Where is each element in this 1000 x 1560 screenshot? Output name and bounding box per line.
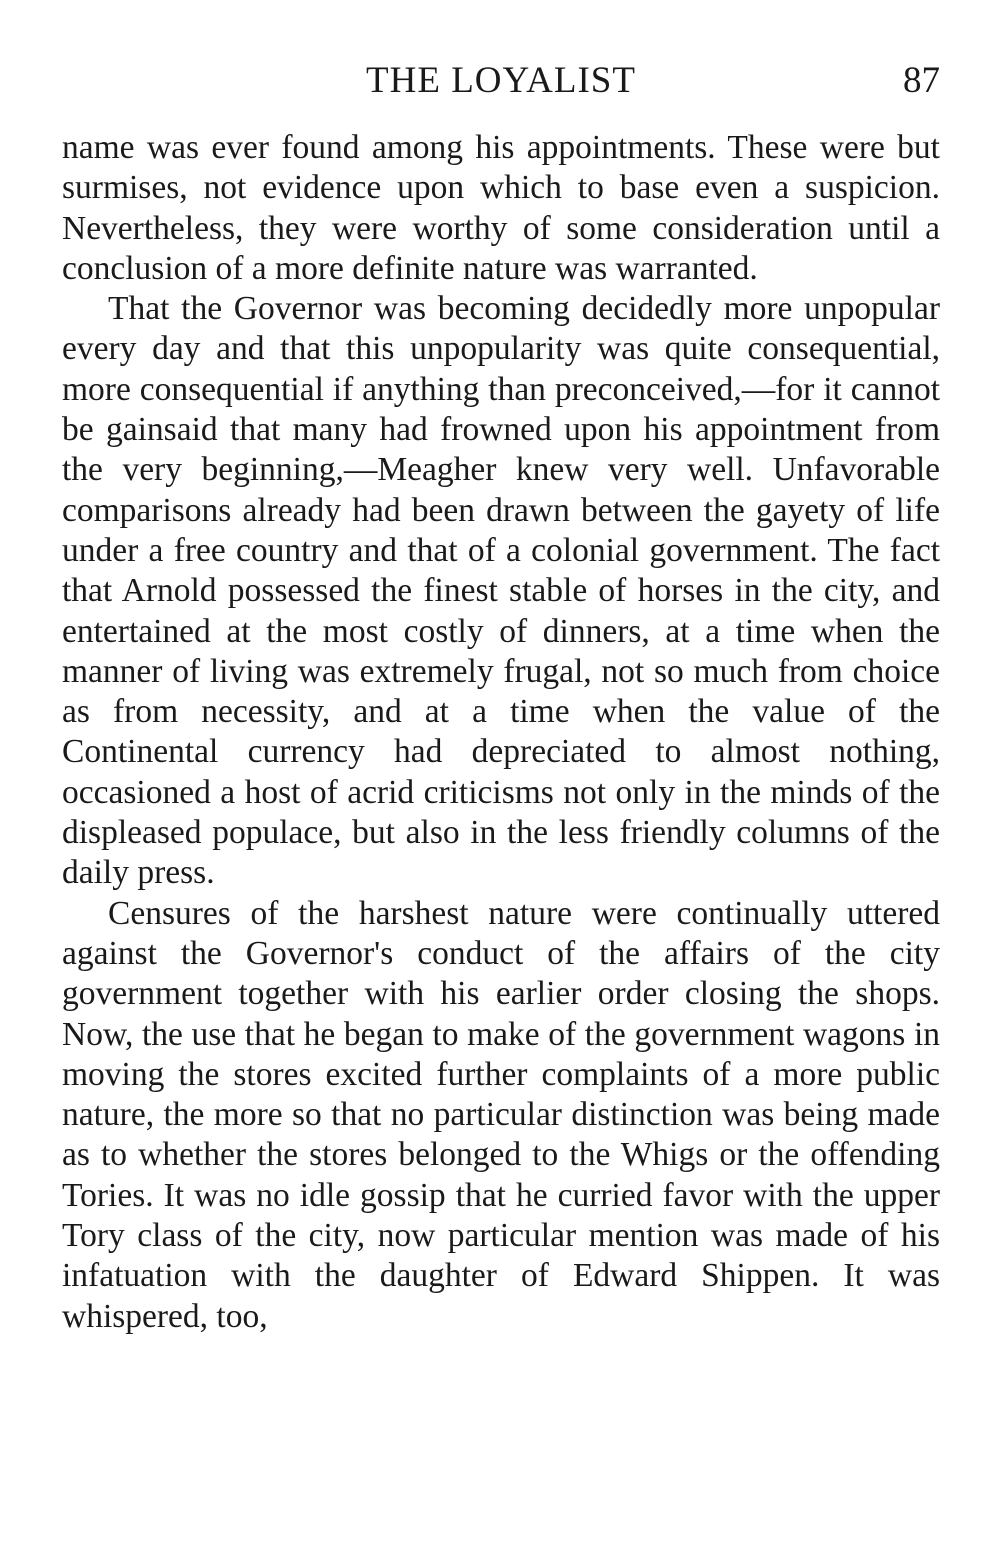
body-text [62, 128, 940, 1337]
running-title: THE LOYALIST [366, 60, 636, 101]
paragraph-governor-unpopularity: That the Governor was becoming decidedly more unpopular every day and that this unpopularity was quite consequential, more consequential if anything than preconceived,—for it cannot be gainsaid that many had frowned upon his appointment from the very beginning,—Meagher knew very well. Unfavorable comparisons already had been drawn between the gayety of life under a free country and that of a colonial government. The fact that Arnold possessed the finest stable of horses in the city, and entertained at the most costly of dinners, at a time when the manner of living was extremely frugal, not so much from choice as from necessity, and at a time when the value of the Continental currency had depreciated to almost nothing, occasioned a host of acrid criticisms not only in the minds of the displeased populace, but also in the less friendly columns of the daily press. [62, 290, 940, 892]
book-page [62, 58, 940, 1337]
page-number: 87 [903, 60, 940, 101]
running-head [62, 58, 940, 108]
paragraph-continued: name was ever found among his appointments. These were but surmises, not evidence upon which to base even a suspicion. Nevertheless, they were worthy of some consideration until a conclusion of a more definite nature was warranted. [62, 129, 940, 287]
paragraph-censures: Censures of the harshest nature were continually uttered against the Governor's conduct of the affairs of the city government together with his earlier order closing the shops. Now, the use that he began to make of the government wagons in moving the stores excited further complaints of a more public nature, the more so that no particular distinction was being made as to whether the stores belonged to the Whigs or the offending Tories. It was no idle gossip that he curried favor with the upper Tory class of the city, now particular mention was made of his infatuation with the daughter of Edward Shippen. It was whispered, too, [62, 894, 940, 1335]
